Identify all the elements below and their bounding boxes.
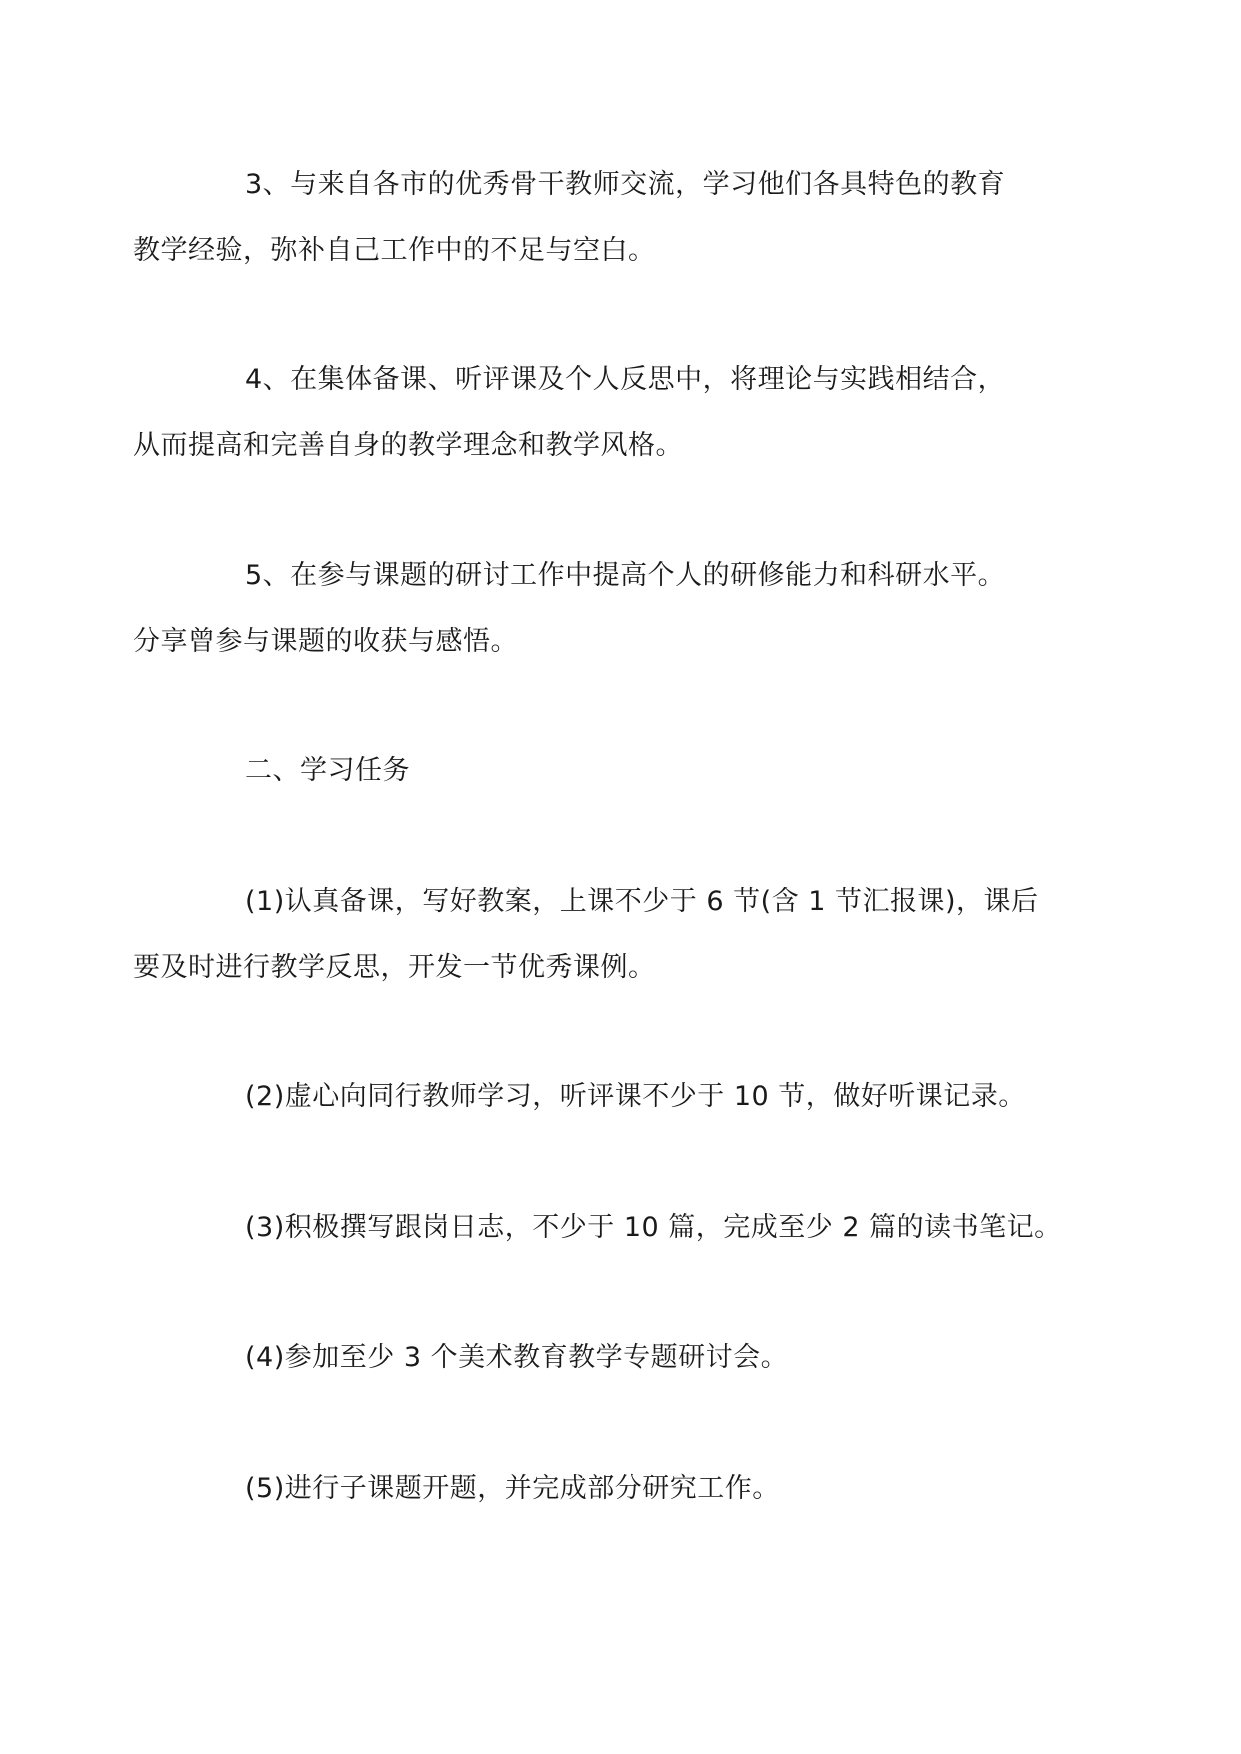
paragraph-line: 3、与来自各市的优秀骨干教师交流，学习他们各具特色的教育 [245, 169, 1006, 200]
paragraph-item-4 [133, 347, 1069, 479]
task-item-3 [189, 1195, 1069, 1261]
task-item-2 [189, 1064, 1069, 1130]
section-heading [189, 738, 1069, 804]
paragraph-line: 4、在集体备课、听评课及个人反思中，将理论与实践相结合， [245, 364, 1006, 395]
paragraph-item-3 [133, 152, 1069, 284]
paragraph-item-5 [133, 543, 1069, 675]
paragraph-line: 教学经验，弥补自己工作中的不足与空白。 [133, 235, 656, 266]
paragraph-line: 5、在参与课题的研讨工作中提高个人的研修能力和科研水平。 [245, 560, 1006, 591]
task-item-1 [133, 869, 1069, 1001]
paragraph-line: (3)积极撰写跟岗日志，不少于 10 篇，完成至少 2 篇的读书笔记。 [245, 1212, 1062, 1243]
paragraph-line: (2)虚心向同行教师学习，听评课不少于 10 节，做好听课记录。 [245, 1081, 1026, 1112]
paragraph-line: (1)认真备课，写好教案，上课不少于 6 节(含 1 节汇报课)，课后 [245, 886, 1039, 917]
paragraph-line: (4)参加至少 3 个美术教育教学专题研讨会。 [245, 1342, 789, 1373]
task-item-4 [189, 1325, 1069, 1391]
paragraph-line: (5)进行子课题开题，并完成部分研究工作。 [245, 1473, 780, 1504]
task-item-5 [189, 1456, 1069, 1522]
paragraph-line: 从而提高和完善自身的教学理念和教学风格。 [133, 430, 683, 461]
paragraph-line: 分享曾参与课题的收获与感悟。 [133, 626, 518, 657]
paragraph-line: 要及时进行教学反思，开发一节优秀课例。 [133, 952, 656, 983]
section-heading-text: 二、学习任务 [245, 755, 410, 786]
